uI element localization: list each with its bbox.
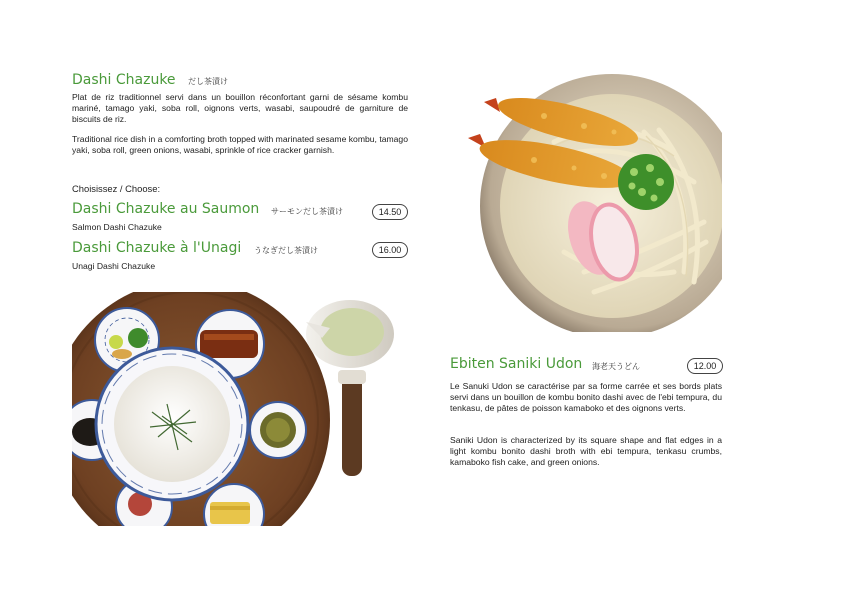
option-unagi-price: 16.00 — [372, 242, 408, 258]
ebiten-udon-desc-fr: Le Sanuki Udon se caractérise par sa forme carrée et ses bords plats servi dans un bouillon de kombu bonito dashi avec de l'ebi tempura, du tenkasu, de pâtes de poisson kamaboko et des oignons verts. — [450, 381, 722, 414]
ebiten-udon-title: Ebiten Saniki Udon — [450, 356, 583, 372]
dashi-chazuke-desc-fr: Plat de riz traditionnel servi dans un bouillon réconfortant garni de sésame kombu mariné, tamago yaki, soba roll, oignons verts, wasabi, saupoudré de garniture de biscuits de riz. — [72, 92, 408, 125]
option-salmon-price: 14.50 — [372, 204, 408, 220]
option-unagi-jp: うなぎだし茶漬け — [254, 246, 318, 255]
dashi-chazuke-jp: だし茶漬け — [188, 77, 228, 86]
dashi-chazuke-desc-en: Traditional rice dish in a comforting broth topped with marinated sesame kombu, tamago yaki, soba roll, green onions, wasabi, sprinkle of rice cracker garnish. — [72, 134, 408, 156]
ebiten-udon-jp: 海老天うどん — [592, 362, 640, 371]
dashi-chazuke-photo — [72, 292, 408, 526]
ebiten-udon-photo — [444, 72, 722, 332]
ebiten-udon-desc-en: Saniki Udon is characterized by its square shape and flat edges in a light kombu bonito dashi broth with ebi tempura, tenkasu crumbs, kamaboko fish cake, and green onions. — [450, 435, 722, 468]
ebiten-udon-price: 12.00 — [687, 358, 723, 374]
option-unagi-subtitle: Unagi Dashi Chazuke — [72, 261, 156, 271]
option-salmon-jp: サーモンだし茶漬け — [271, 207, 343, 216]
option-salmon-subtitle: Salmon Dashi Chazuke — [72, 222, 162, 232]
option-unagi-title: Dashi Chazuke à l'Unagi — [72, 240, 242, 256]
dashi-chazuke-title: Dashi Chazuke — [72, 72, 176, 88]
option-salmon-title: Dashi Chazuke au Saumon — [72, 201, 260, 217]
choose-label: Choisissez / Choose: — [72, 183, 161, 194]
